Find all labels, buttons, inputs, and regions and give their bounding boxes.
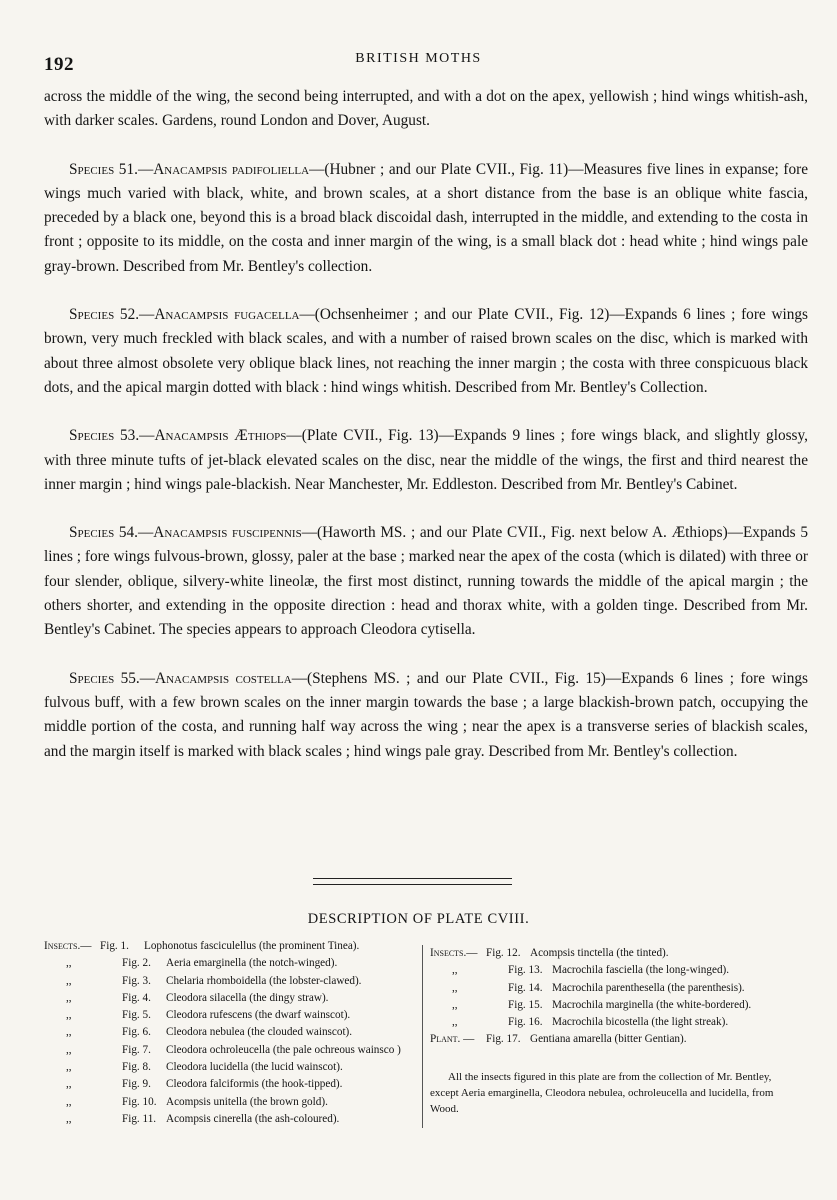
figure-group-label: ,, bbox=[66, 991, 72, 1004]
figure-number: Fig. 14. bbox=[508, 981, 543, 994]
figure-description: Lophonotus fasciculellus (the prominent Tinea). bbox=[144, 940, 360, 952]
species-name: —Anacampsis padifoliella bbox=[137, 160, 310, 178]
figure-number: Fig. 2. bbox=[122, 957, 151, 970]
figure-description: Cleodora rufescens (the dwarf wainscot). bbox=[166, 1009, 351, 1022]
plate-right-column bbox=[430, 945, 800, 1128]
figure-group-label: Insects.— bbox=[430, 947, 478, 959]
section-divider-rule bbox=[313, 878, 512, 885]
species-name: —Anacampsis Æthiops bbox=[139, 427, 287, 445]
column-divider bbox=[422, 945, 423, 1128]
body-text bbox=[44, 85, 808, 788]
species-paragraph bbox=[44, 158, 808, 279]
species-paragraph bbox=[44, 303, 808, 400]
plate-note: All the insects figured in this plate are from the collection of Mr. Bentley, except Aeria emarginella, Cleodora nebulea, ochroleucella and lucidella, from Wood. bbox=[430, 1070, 774, 1115]
figure-list-item bbox=[44, 990, 424, 1007]
figure-description: Gentiana amarella (bitter Gentian). bbox=[530, 1033, 687, 1046]
figure-group-label: ,, bbox=[452, 964, 458, 977]
figure-description: Cleodora falciformis (the hook-tipped). bbox=[166, 1078, 343, 1091]
figure-number: Fig. 6. bbox=[122, 1026, 151, 1039]
figure-number: Fig. 16. bbox=[508, 1016, 543, 1029]
species-number: Species 53. bbox=[69, 427, 140, 445]
figure-list-item bbox=[44, 1094, 424, 1111]
species-number: Species 55. bbox=[69, 669, 140, 687]
figure-group-label: ,, bbox=[66, 1009, 72, 1022]
figure-number: Fig. 12. bbox=[486, 947, 521, 959]
figure-group-label: ,, bbox=[66, 1078, 72, 1091]
figure-number: Fig. 17. bbox=[486, 1033, 521, 1046]
figure-list-item bbox=[44, 1059, 424, 1076]
figure-group-label: ,, bbox=[66, 1061, 72, 1074]
figure-list-item bbox=[44, 938, 424, 955]
species-description: —(Ochsenheimer ; and our Plate CVII., Fig. 12)—Expands 6 lines ; fore wings brown, very much freckled with black scales, and with a number of raised brown scales on the disc, which is marked with about three almost obsolete very oblique black lines, not reaching the inner margin ; the costa with three conspicuous black dots, and the apical margin dotted with black : hind wings whitish. Described from Mr. Bentley's Collection. bbox=[44, 306, 808, 396]
figure-list-item bbox=[44, 1024, 424, 1041]
figure-group-label: ,, bbox=[66, 974, 72, 987]
figure-group-label: ,, bbox=[452, 1016, 458, 1029]
figure-list-item bbox=[430, 980, 800, 997]
plate-left-column bbox=[44, 938, 424, 1128]
figure-list-item bbox=[44, 1111, 424, 1128]
species-name: —Anacampsis fugacella bbox=[139, 306, 300, 324]
figure-description: Acompsis tinctella (the tinted). bbox=[530, 947, 669, 959]
figure-number: Fig. 11. bbox=[122, 1112, 157, 1125]
figure-list-item bbox=[44, 1076, 424, 1093]
species-number: Species 54. bbox=[69, 524, 138, 542]
figure-description: Cleodora silacella (the dingy straw). bbox=[166, 991, 329, 1004]
species-paragraph bbox=[44, 667, 808, 764]
figure-group-label: ,, bbox=[452, 998, 458, 1011]
figure-description: Macrochila fasciella (the long-winged). bbox=[552, 964, 730, 977]
figure-number: Fig. 3. bbox=[122, 974, 151, 987]
species-paragraph bbox=[44, 424, 808, 497]
figure-number: Fig. 10. bbox=[122, 1095, 157, 1108]
figure-number: Fig. 1. bbox=[100, 940, 129, 952]
figure-number: Fig. 13. bbox=[508, 964, 543, 977]
figure-description: Cleodora lucidella (the lucid wainscot). bbox=[166, 1061, 343, 1074]
figure-group-label: ,, bbox=[66, 1112, 72, 1125]
species-name: —Anacampsis fuscipennis bbox=[138, 524, 302, 542]
plate-title: DESCRIPTION OF PLATE CVIII. bbox=[307, 911, 530, 927]
figure-description: Cleodora nebulea (the clouded wainscot). bbox=[166, 1026, 353, 1039]
figure-description: Macrochila marginella (the white-bordered). bbox=[552, 998, 752, 1011]
figure-list-item bbox=[430, 1014, 800, 1031]
figure-number: Fig. 4. bbox=[122, 991, 151, 1004]
figure-description: Aeria emarginella (the notch-winged). bbox=[166, 957, 338, 970]
figure-group-label: ,, bbox=[452, 981, 458, 994]
species-name: —Anacampsis costella bbox=[139, 669, 292, 687]
figure-number: Fig. 8. bbox=[122, 1061, 151, 1074]
figure-group-label: Plant. — bbox=[430, 1033, 475, 1046]
figure-list-item bbox=[44, 973, 424, 990]
species-description: —(Stephens MS. ; and our Plate CVII., Fig. 15)—Expands 6 lines ; fore wings fulvous buff, with a few brown scales on the inner margin towards the base ; a large blackish-brown patch, occupying the middle portion of the costa, and running half way across the wing ; near the apex is a transverse series of blackish scales, and the margin itself is marked with black scales ; hind wings pale gray. Described from Mr. Bentley's collection. bbox=[44, 669, 808, 760]
figure-group-label: ,, bbox=[66, 1043, 72, 1056]
figure-list-item bbox=[430, 997, 800, 1014]
figure-list-item bbox=[44, 955, 424, 972]
figure-number: Fig. 5. bbox=[122, 1009, 151, 1022]
figure-number: Fig. 7. bbox=[122, 1043, 151, 1056]
figure-description: Cleodora ochroleucella (the pale ochreous wainsco ) bbox=[166, 1043, 401, 1056]
species-description: —(Haworth MS. ; and our Plate CVII., Fig. next below A. Æthiops)—Expands 5 lines ; fore wings fulvous-brown, glossy, paler at the base ; marked near the apex of the costa (which is dilated) with three or four slender, oblique, silvery-white lineolæ, the first most distinct, running towards the middle of the apical margin ; the others shorter, and extending in the opposite direction : head and thorax white, with a golden tinge. Described from Mr. Bentley's Cabinet. The species appears to approach Cleodora cytisella. bbox=[44, 524, 808, 639]
species-number: Species 51. bbox=[69, 160, 138, 178]
running-head: BRITISH MOTHS bbox=[355, 51, 482, 66]
figure-number: Fig. 9. bbox=[122, 1078, 151, 1091]
figure-description: Acompsis unitella (the brown gold). bbox=[166, 1095, 328, 1108]
species-description: —(Plate CVII., Fig. 13)—Expands 9 lines ; fore wings black, and slightly glossy, with three minute tufts of jet-black elevated scales on the disc, near the middle of the wings, the first and third nearest the inner margin ; hind wings pale-blackish. Near Manchester, Mr. Eddleston. Described from Mr. Bentley's Cabinet. bbox=[44, 427, 808, 493]
plate-right-rows bbox=[430, 945, 800, 1049]
species-number: Species 52. bbox=[69, 306, 140, 324]
figure-description: Macrochila parenthesella (the parenthesis). bbox=[552, 981, 745, 994]
figure-description: Chelaria rhomboidella (the lobster-clawed). bbox=[166, 974, 362, 987]
species-description: —(Hubner ; and our Plate CVII., Fig. 11)—Measures five lines in expanse; fore wings much varied with black, white, and brown scales, at a short distance from the base is an oblique white fascia, preceded by a black one, beyond this is a broad black discoidal dash, interrupted in the middle, and extending to the costa in front ; opposite to its middle, on the costa and inner margin of the wing, is a small black dot : head white ; hind wings pale gray-brown. Described from Mr. Bentley's collection. bbox=[44, 160, 808, 275]
figure-list-item bbox=[430, 962, 800, 979]
figure-list-item bbox=[44, 1042, 424, 1059]
species-paragraph bbox=[44, 521, 808, 642]
figure-group-label: ,, bbox=[66, 1026, 72, 1039]
figure-group-label: ,, bbox=[66, 1095, 72, 1108]
figure-description: Acompsis cinerella (the ash-coloured). bbox=[166, 1112, 340, 1125]
figure-list-item bbox=[44, 1007, 424, 1024]
continuation-paragraph: across the middle of the wing, the second being interrupted, and with a dot on the apex, yellowish ; hind wings whitish-ash, with darker scales. Gardens, round London and Dover, August. bbox=[44, 88, 808, 130]
figure-group-label: ,, bbox=[66, 957, 72, 970]
figure-description: Macrochila bicostella (the light streak). bbox=[552, 1016, 729, 1029]
figure-group-label: Insects.— bbox=[44, 940, 92, 952]
figure-number: Fig. 15. bbox=[508, 998, 543, 1011]
page-number: 192 bbox=[44, 54, 74, 75]
figure-list-item bbox=[430, 1031, 800, 1048]
figure-list-item bbox=[430, 945, 800, 962]
